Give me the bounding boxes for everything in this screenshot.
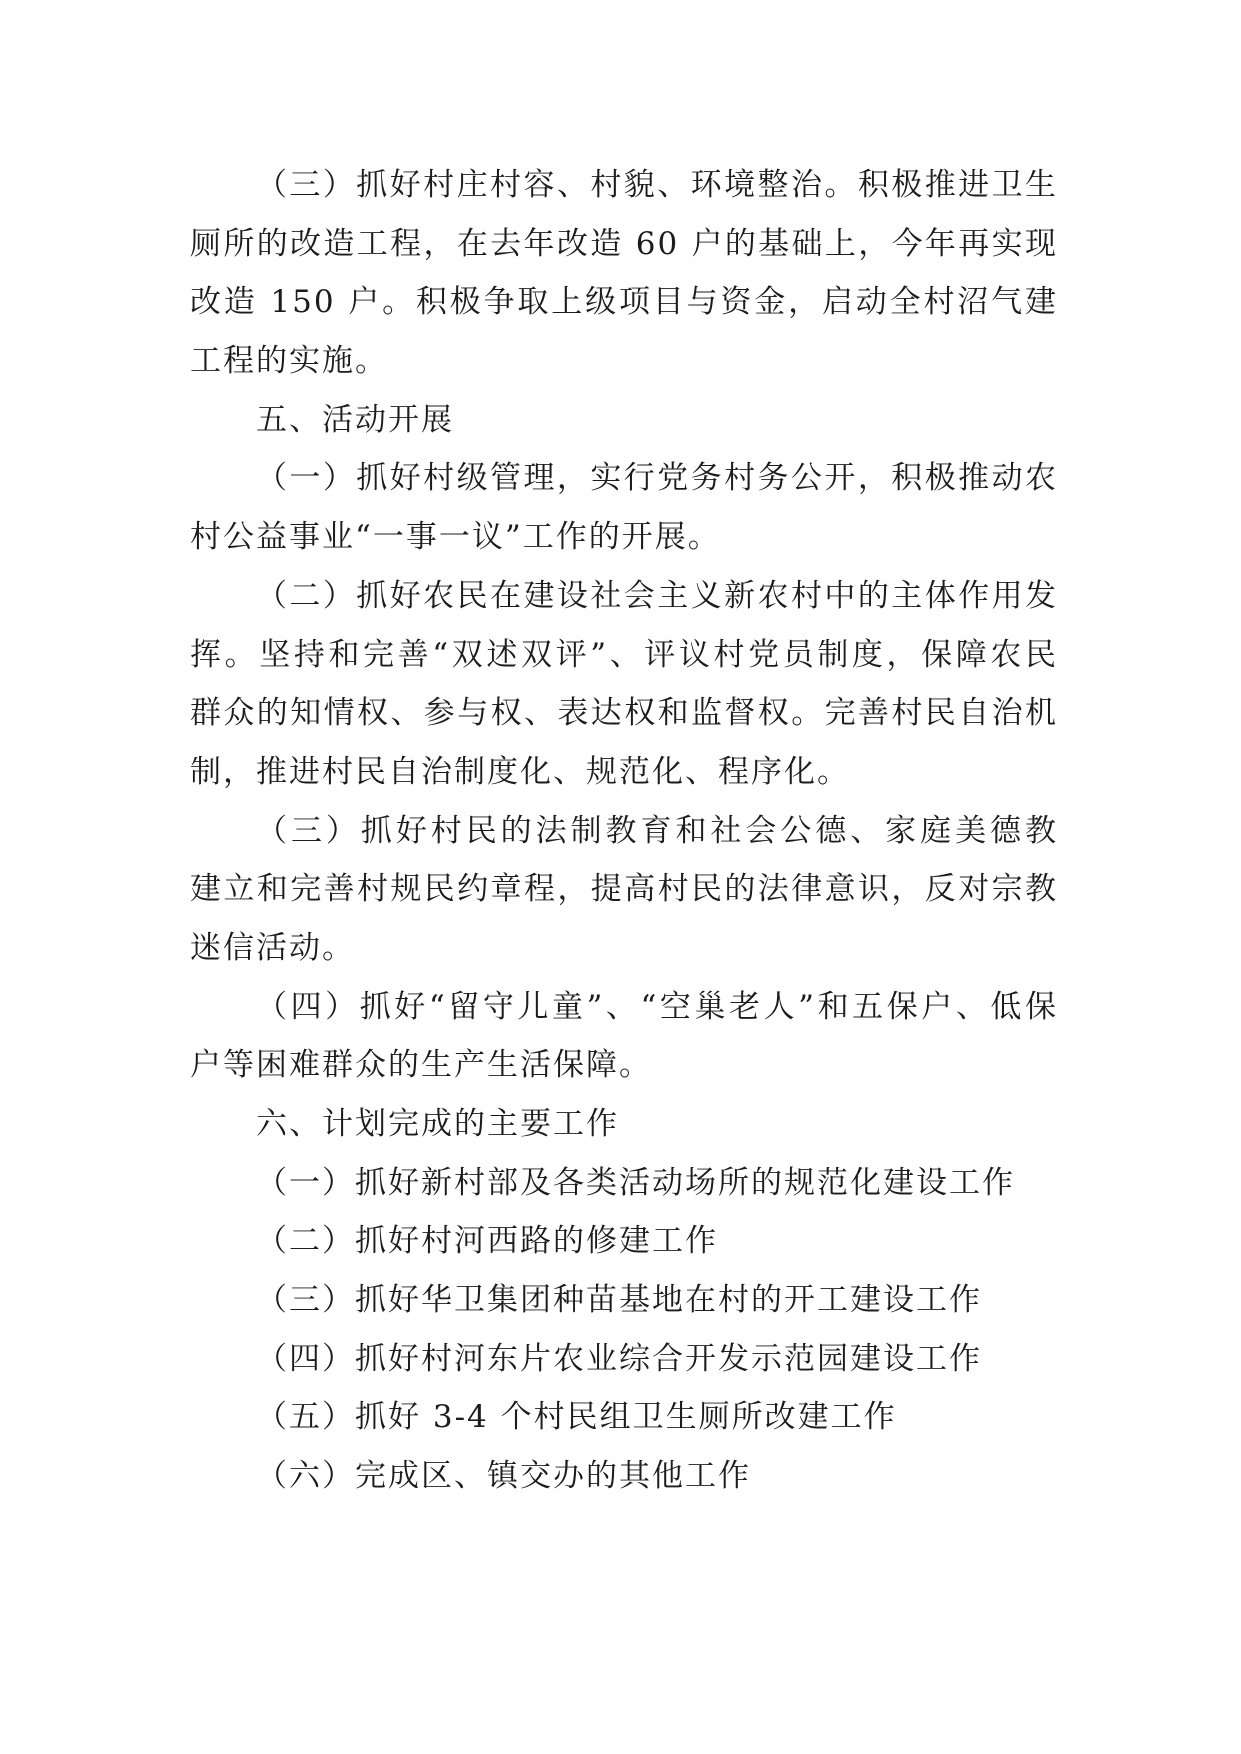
text-line: 制，推进村民自治制度化、规范化、程序化。 (190, 753, 850, 790)
section-heading-text: 六、计划完成的主要工作 (256, 1106, 619, 1142)
text-line: （三）抓好村民的法制教育和社会公德、家庭美德教 (256, 812, 1058, 849)
section-heading-text: 五、活动开展 (256, 401, 454, 438)
paragraph (190, 802, 1058, 978)
text-line: 群众的知情权、参与权、表达权和监督权。完善村民自治机 (190, 695, 1058, 732)
paragraph (190, 567, 1058, 802)
list-item (190, 1154, 1058, 1213)
section-heading (190, 391, 1058, 450)
text-line: 改造 150 户。积极争取上级项目与资金，启动全村沼气建 (190, 284, 1058, 321)
paragraph (190, 449, 1058, 566)
text-line: （六）完成区、镇交办的其他工作 (256, 1458, 751, 1495)
list-item (190, 1330, 1058, 1389)
text-line: 建立和完善村规民约章程，提高村民的法律意识，反对宗教 (190, 871, 1058, 908)
text-line: （五）抓好 3-4 个村民组卫生厕所改建工作 (256, 1399, 897, 1436)
text-line: （二）抓好农民在建设社会主义新农村中的主体作用发 (256, 577, 1058, 614)
paragraph (190, 156, 1058, 391)
text-line: （二）抓好村河西路的修建工作 (256, 1223, 718, 1260)
text-line: 户等困难群众的生产生活保障。 (190, 1047, 652, 1084)
text-line: 厕所的改造工程，在去年改造 60 户的基础上，今年再实现 (190, 225, 1058, 262)
paragraph (190, 978, 1058, 1095)
list-item (190, 1212, 1058, 1271)
text-line: （三）抓好华卫集团种苗基地在村的开工建设工作 (256, 1282, 982, 1319)
text-line: 村公益事业“一事一议”工作的开展。 (190, 519, 721, 556)
document-body (190, 156, 1058, 1506)
text-line: （一）抓好新村部及各类活动场所的规范化建设工作 (256, 1164, 1015, 1201)
text-line: （四）抓好村河东片农业综合开发示范园建设工作 (256, 1340, 982, 1377)
text-line: （三）抓好村庄村容、村貌、环境整治。积极推进卫生 (256, 167, 1058, 203)
text-line: （四）抓好“留守儿童”、“空巢老人”和五保户、低保 (256, 988, 1058, 1025)
list-item (190, 1447, 1058, 1506)
list-item (190, 1271, 1058, 1330)
text-line: 挥。坚持和完善“双述双评”、评议村党员制度，保障农民 (190, 636, 1058, 673)
section-heading (190, 1095, 1058, 1154)
list-item (190, 1388, 1058, 1447)
text-line: 工程的实施。 (190, 343, 388, 380)
text-line: （一）抓好村级管理，实行党务村务公开，积极推动农 (256, 460, 1058, 497)
text-line: 迷信活动。 (190, 929, 355, 966)
